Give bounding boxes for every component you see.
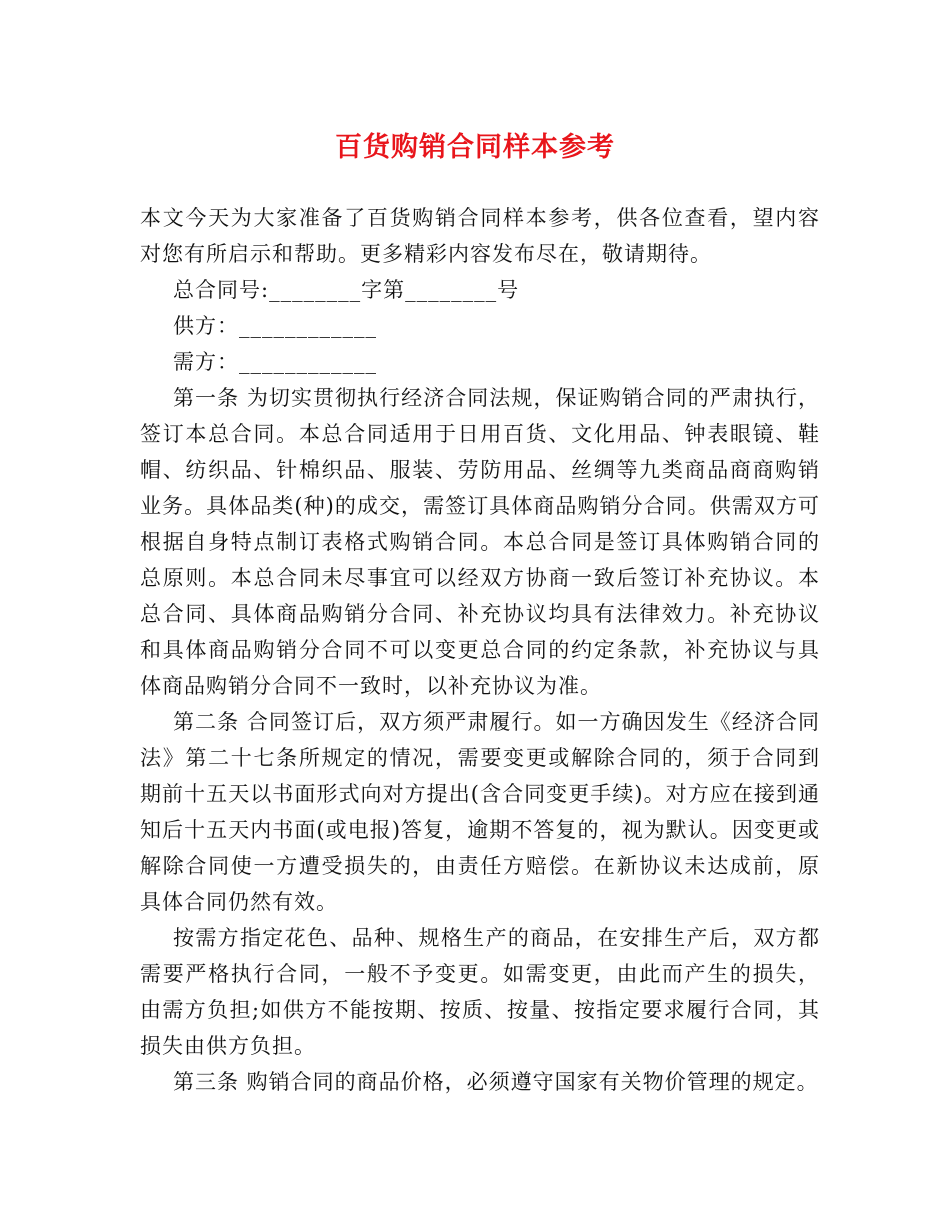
document-title: 百货购销合同样本参考 — [335, 132, 615, 163]
buyer-line: 需方：____________ — [173, 350, 377, 374]
contract-number-line: 总合同号:________字第________号 — [173, 278, 520, 302]
document-body — [140, 200, 820, 1100]
custom-order-paragraph: 按需方指定花色、品种、规格生产的商品，在安排生产后，双方都需要严格执行合同，一般不予变更。如需变更，由此而产生的损失，由需方负担;如供方不能按期、按质、按量、按指定要求履行合同，其损失由供方负担。 — [140, 926, 820, 1058]
article-1-paragraph: 第一条 为切实贯彻执行经济合同法规，保证购销合同的严肃执行，签订本总合同。本总合同适用于日用百货、文化用品、钟表眼镜、鞋帽、纺织品、针棉织品、服装、劳防用品、丝绸等九类商品商商购销业务。具体品类(种)的成交，需签订具体商品购销分合同。供需双方可根据自身特点制订表格式购销合同。本总合同是签订具体购销合同的总原则。本总合同未尽事宜可以经双方协商一致后签订补充协议。本总合同、具体商品购销分合同、补充协议均具有法律效力。补充协议和具体商品购销分合同不可以变更总合同的约定条款，补充协议与具体商品购销分合同不一致时，以补充协议为准。 — [140, 386, 820, 698]
intro-paragraph: 本文今天为大家准备了百货购销合同样本参考，供各位查看，望内容对您有所启示和帮助。更多精彩内容发布尽在，敬请期待。 — [140, 206, 820, 266]
article-2-paragraph: 第二条 合同签订后，双方须严肃履行。如一方确因发生《经济合同法》第二十七条所规定的情况，需要变更或解除合同的，须于合同到期前十五天以书面形式向对方提出(含合同变更手续)。对方应在接到通知后十五天内书面(或电报)答复，逾期不答复的，视为默认。因变更或解除合同使一方遭受损失的，由责任方赔偿。在新协议未达成前，原具体合同仍然有效。 — [140, 710, 820, 914]
supplier-line: 供方：____________ — [173, 314, 377, 338]
article-3-paragraph: 第三条 购销合同的商品价格，必须遵守国家有关物价管理的规定。 — [173, 1070, 819, 1094]
